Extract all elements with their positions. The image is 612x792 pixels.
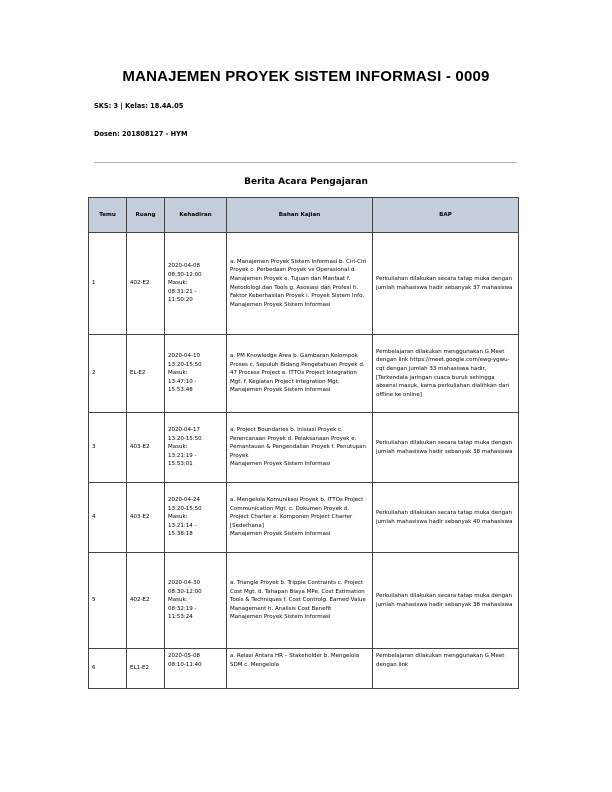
cell-bap: Pembelajaran dilakukan menggunakan G Meet dengan link https://meet.google.com/ewg-ygwu-cqt dengan jumlah 33 mahasiswa hadir, [Terkendala jaringan cuaca buruk sehingga absensi masuk, karna perkuliahan dialihkan dari offline ke online] [373, 335, 519, 413]
cell-temu: 2 [89, 335, 127, 413]
table-row [89, 413, 519, 483]
bahan-kajian-course: Manajemen Proyek Sistem Informasi [230, 387, 331, 394]
table-row [89, 233, 519, 335]
cell-temu: 3 [89, 413, 127, 483]
cell-ruang: 402-E2 [127, 233, 165, 335]
cell-ruang: 402-E2 [127, 553, 165, 649]
cell-temu: 1 [89, 233, 127, 335]
teaching-record-table [88, 197, 519, 689]
cell-kehadiran: 2020-04-08 08:30-12:00 Masuk: 08:31:21 - 11:50:20 [165, 233, 227, 335]
bahan-kajian-course: Manajemen Proyek Sistem Informasi [230, 301, 331, 308]
column-header-bap: BAP [373, 198, 519, 233]
cell-bap: Perkuliahan dilakukan secara tatap muka dengan jumlah mahasiswa hadir sebanyak 37 mahasiswa [373, 233, 519, 335]
column-header-kehadiran: Kehadiran [165, 198, 227, 233]
cell-bahan-kajian [227, 413, 373, 483]
table-row [89, 483, 519, 553]
cell-bahan-kajian [227, 335, 373, 413]
cell-kehadiran: 2020-04-30 08:30-12:00 Masuk: 08:32:19 - 11:53:24 [165, 553, 227, 649]
section-title: Berita Acara Pengajaran [244, 177, 368, 187]
cell-kehadiran: 2020-05-08 08:10-11:40 [165, 649, 227, 689]
table-row [89, 335, 519, 413]
column-header-bahan-kajian: Bahan Kajian [227, 198, 373, 233]
cell-bahan-kajian [227, 483, 373, 553]
cell-ruang: EL-E2 [127, 335, 165, 413]
bahan-kajian-topics: a. Manajemen Proyek Sistem Informasi b. Ciri-Ciri Proyek c. Perbedaan Proyek vs Operasional d. Manajemen Proyek e. Tujuan dan Manfaat f. Metodologi dan Tools g. Asosiasi dan Profesi h. Faktor Keberhasilan Proyek i. Proyek Sistem Info. [230, 258, 367, 300]
cell-ruang: 403-E2 [127, 413, 165, 483]
table-row [89, 553, 519, 649]
bahan-kajian-topics: a. PM Knowledge Area b. Gambaran Kelompok Proses c. Sepuluh Bidang Pengetahuan Proyek d. 47 Process Project e. ITTOs Project Integration Mgt. f. Kegiatan Project Integration Mgt. [230, 353, 365, 385]
cell-bahan-kajian [227, 553, 373, 649]
header-divider [94, 162, 517, 163]
bahan-kajian-course: Manajemen Proyek Sistem Informasi [230, 461, 331, 468]
sks-class-info: SKS: 3 | Kelas: 18.4A.05 [94, 102, 184, 110]
cell-bahan-kajian [227, 649, 373, 689]
cell-kehadiran: 2020-04-10 13:20-15:50 Masuk: 13:47:10 - 15:53:48 [165, 335, 227, 413]
cell-temu: 5 [89, 553, 127, 649]
bahan-kajian-topics: a. Project Boundaries b. Inisiasi Proyek c. Perencanaan Proyek d. Pelaksanaan Proyek e. Pemantauan & Pengendalian Proyek f. Penutupan Proyek [230, 427, 367, 459]
cell-bap: Perkuliahan dilakukan secara tatap muka dengan jumlah mahasiswa hadir sebanyak 38 mahasiswa [373, 553, 519, 649]
cell-temu: 6 [89, 649, 127, 689]
cell-kehadiran: 2020-04-17 13:20-15:50 Masuk: 13:21:19 - 15:53:01 [165, 413, 227, 483]
bahan-kajian-course: Manajemen Proyek Sistem Informasi [230, 531, 331, 538]
bahan-kajian-topics: a. Relasi Antara HR – Stakeholder b. Mengelola SDM c. Mengelola [230, 653, 360, 668]
cell-temu: 4 [89, 483, 127, 553]
lecturer-info: Dosen: 201808127 - HYM [94, 130, 188, 138]
cell-bap: Perkuliahan dilakukan secara tatap muka dengan jumlah mahasiswa hadir sebanyak 38 mahasiswa [373, 413, 519, 483]
cell-kehadiran: 2020-04-24 13:20-15:50 Masuk: 13:21:14 - 15:38:18 [165, 483, 227, 553]
column-header-temu: Temu [89, 198, 127, 233]
bahan-kajian-course: Manajemen Proyek Sistem Informasi [230, 614, 331, 621]
cell-bahan-kajian [227, 233, 373, 335]
bahan-kajian-topics: a. Triangle Proyek b. Tripple Contraints c. Project Cost Mgt. d. Tahapan Biaya MPe. Cost Estimation Tools & Techniques f. Cost Controlg. Earned Value Management h. Analisis Cost Benefit [230, 580, 366, 612]
table-header-row [89, 198, 519, 233]
cell-bap: Pembelajaran dilakukan menggunakan G Meet dengan link [373, 649, 519, 689]
document-title: MANAJEMEN PROYEK SISTEM INFORMASI - 0009 [122, 68, 490, 85]
table-row [89, 649, 519, 689]
column-header-ruang: Ruang [127, 198, 165, 233]
cell-ruang: 403-E2 [127, 483, 165, 553]
bahan-kajian-topics: a. Mengelola Komunikasi Proyek b. ITTOs Project Communication Mgt. c. Dokumen Proyek d. Project Charter e. Komponen Project Charter [Sederhana] [230, 497, 364, 529]
cell-ruang: EL1-E2 [127, 649, 165, 689]
cell-bap: Perkuliahan dilakukan secara tatap muka dengan jumlah mahasiswa hadir sebanyak 40 mahasiswa [373, 483, 519, 553]
